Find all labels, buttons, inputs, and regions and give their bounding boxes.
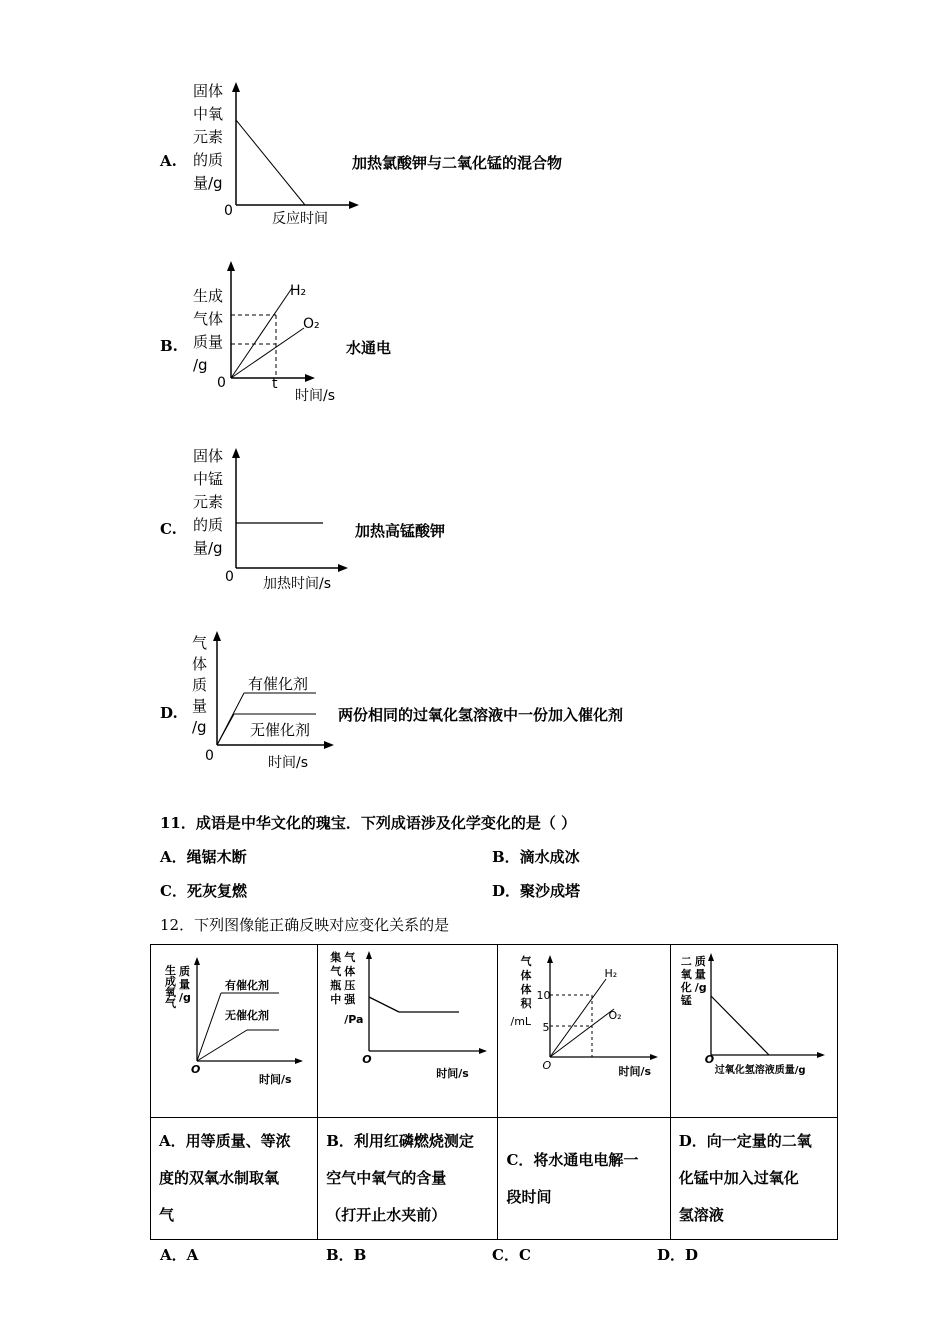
q12-desc-a: A．用等质量、等浓 度的双氧水制取氧 气 (159, 1132, 291, 1224)
q12b-xlabel: 时间/s (436, 1067, 469, 1080)
q11-option-a: A．绳锯木断 (160, 848, 247, 866)
q12c-tick-10: 10 (536, 989, 551, 1002)
q12c-h2-label: H₂ (604, 967, 618, 980)
option-b-description: 水通电 (346, 339, 392, 357)
option-c-letter: C. (160, 520, 177, 538)
q12c-unit: /mL (510, 1015, 532, 1028)
option-b-letter: B. (160, 337, 178, 355)
q12b-graph (363, 949, 493, 1059)
option-a-xlabel: 反应时间 (272, 211, 328, 227)
option-a-letter: A. (160, 152, 177, 170)
option-b-h2-label: H₂ (290, 283, 307, 299)
q12c-tick-5: 5 (542, 1021, 550, 1034)
option-a-graph (225, 80, 360, 210)
option-c-description: 加热高锰酸钾 (355, 522, 446, 540)
q12b-ylabel-col2: 气 体 压 强 (344, 951, 356, 1006)
q12-desc-b: B．利用红磷燃烧测定 空气中氧气的含量 （打开止水夹前） (326, 1132, 474, 1224)
q12-graph-cell-d (670, 945, 837, 1118)
option-d-xlabel: 时间/s (268, 755, 309, 771)
q11-option-d: D．聚沙成塔 (492, 882, 581, 900)
q12-desc-cell-c (498, 1118, 670, 1240)
option-d-origin: 0 (205, 748, 214, 764)
option-b-ylabel: 生成 气体 质量 /g (193, 287, 224, 374)
q12-answer-a: A．A (160, 1246, 199, 1264)
q12-graph-cell-a (151, 945, 318, 1118)
option-d-ylabel: 气 体 质 量 /g (192, 634, 208, 736)
q12a-ylabel-col1: 生 成 氧 气 (165, 964, 176, 1010)
q12-desc-cell-d (670, 1118, 837, 1240)
option-c-ylabel: 固体 中锰 元素 的质 量/g (193, 447, 224, 557)
q12d-xlabel: 过氧化氢溶液质量/g (714, 1065, 806, 1076)
option-b-tick-t: t (272, 376, 278, 392)
option-d-description: 两份相同的过氧化氢溶液中一份加入催化剂 (338, 706, 624, 724)
option-d-letter: D. (160, 704, 178, 722)
option-a-description: 加热氯酸钾与二氧化锰的混合物 (352, 154, 563, 172)
option-b-origin: 0 (217, 375, 226, 391)
q12c-ylabel: 气 体 体 积 (520, 955, 532, 1010)
q12-desc-cell-b (318, 1118, 498, 1240)
q12d-origin: O (704, 1053, 715, 1066)
q12c-o2-label: O₂ (608, 1009, 622, 1022)
q12-table (150, 944, 838, 1240)
q12b-unit: /Pa (344, 1013, 364, 1026)
q12c-xlabel: 时间/s (618, 1065, 652, 1078)
q12d-graph (705, 951, 833, 1063)
q12-desc-d: D．向一定量的二氧 化锰中加入过氧化 氢溶液 (678, 1132, 812, 1224)
option-b-o2-label: O₂ (303, 316, 320, 332)
option-d-line1-label: 有催化剂 (248, 675, 309, 693)
q12c-origin: O (542, 1059, 552, 1072)
option-d-line2-label: 无催化剂 (250, 721, 311, 739)
q12-answer-b: B．B (326, 1246, 367, 1264)
q11-option-b: B．滴水成冰 (492, 848, 580, 866)
q11-stem: 11．成语是中华文化的瑰宝．下列成语涉及化学变化的是（ ） (160, 814, 577, 832)
option-c-graph (225, 445, 350, 575)
q12a-origin: O (191, 1063, 201, 1076)
option-c-origin: 0 (225, 569, 234, 585)
q12b-origin: O (362, 1053, 372, 1066)
option-a-ylabel: 固体 中氧 元素 的质 量/g (193, 82, 224, 192)
q12-desc-cell-a (151, 1118, 318, 1240)
option-c-xlabel: 加热时间/s (263, 576, 332, 592)
q12d-ylabel-col1: 二 氧 化 锰 (680, 955, 692, 1007)
q12a-xlabel: 时间/s (259, 1073, 292, 1086)
q12-graph-cell-b (318, 945, 498, 1118)
option-b-xlabel: 时间/s (295, 388, 336, 404)
q12-answer-d: D．D (657, 1246, 699, 1264)
q12-stem: 12．下列图像能正确反映对应变化关系的是 (160, 916, 450, 934)
q12a-ylabel-col2: 质 量 /g (179, 965, 191, 1004)
q11-option-c: C．死灰复燃 (160, 882, 247, 900)
q12-desc-c: C．将水通电电解一 段时间 (506, 1150, 639, 1206)
q12b-ylabel-col1: 集 气 瓶 中 (330, 951, 342, 1006)
q12a-line1-label: 有催化剂 (225, 979, 269, 992)
q12d-ylabel-col2: 质 量 /g (694, 955, 707, 994)
q12-answer-c: C．C (492, 1246, 531, 1264)
q12a-line2-label: 无催化剂 (225, 1009, 269, 1022)
option-a-origin: 0 (224, 203, 233, 219)
q12-graph-cell-c (498, 945, 670, 1118)
